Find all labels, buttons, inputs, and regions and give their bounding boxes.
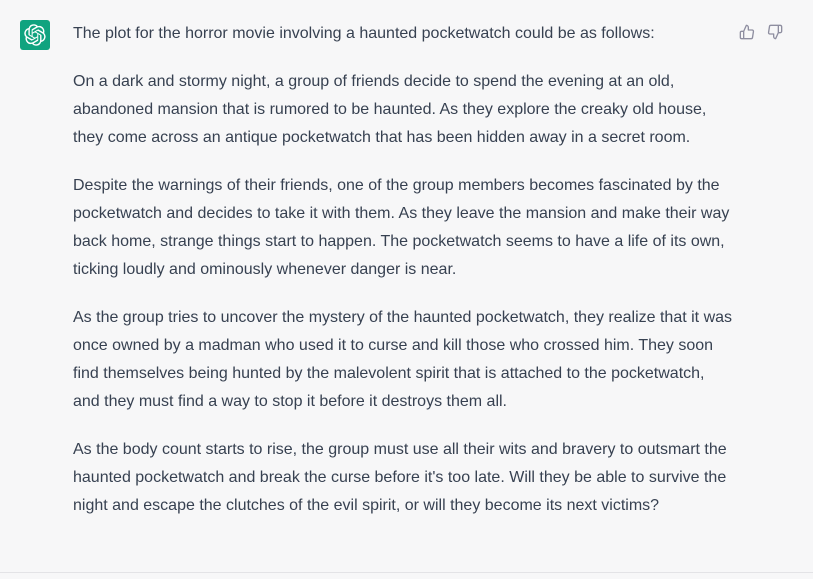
paragraph-climax: As the body count starts to rise, the group must use all their wits and bravery to outsmart the haunted pocketwatch and break the curse before it's too late. Will they be able to survive the night and escape the clutches of the evil spirit, or will they become its next victims? xyxy=(73,441,727,514)
paragraph-setup: On a dark and stormy night, a group of friends decide to spend the evening at an old, abandoned mansion that is rumored to be haunted. As they explore the creaky old house, they come across an antique pocketwatch that has been hidden away in a secret room. xyxy=(73,73,707,146)
openai-logo-icon xyxy=(20,20,50,50)
thumbs-up-icon[interactable] xyxy=(739,24,755,40)
paragraph-pocketwatch-taken: Despite the warnings of their friends, one of the group members becomes fascinated by the pocketwatch and decides to take it with them. As they leave the mansion and make their way back home, strange things start to happen. The pocketwatch seems to have a life of its own, ticking loudly and ominously whenever danger is near. xyxy=(73,177,730,278)
feedback-controls xyxy=(739,24,783,40)
paragraph-mystery: As the group tries to uncover the mystery of the haunted pocketwatch, they realize that it was once owned by a madman who used it to curse and kill those who crossed him. They soon find themselves being hunted by the malevolent spirit that is attached to the pocketwatch, and they must find a way to stop it before it destroys them all. xyxy=(73,309,733,410)
thumbs-down-icon[interactable] xyxy=(767,24,783,40)
message-content xyxy=(73,20,733,540)
paragraph-intro: The plot for the horror movie involving a haunted pocketwatch could be as follows: xyxy=(73,25,655,42)
